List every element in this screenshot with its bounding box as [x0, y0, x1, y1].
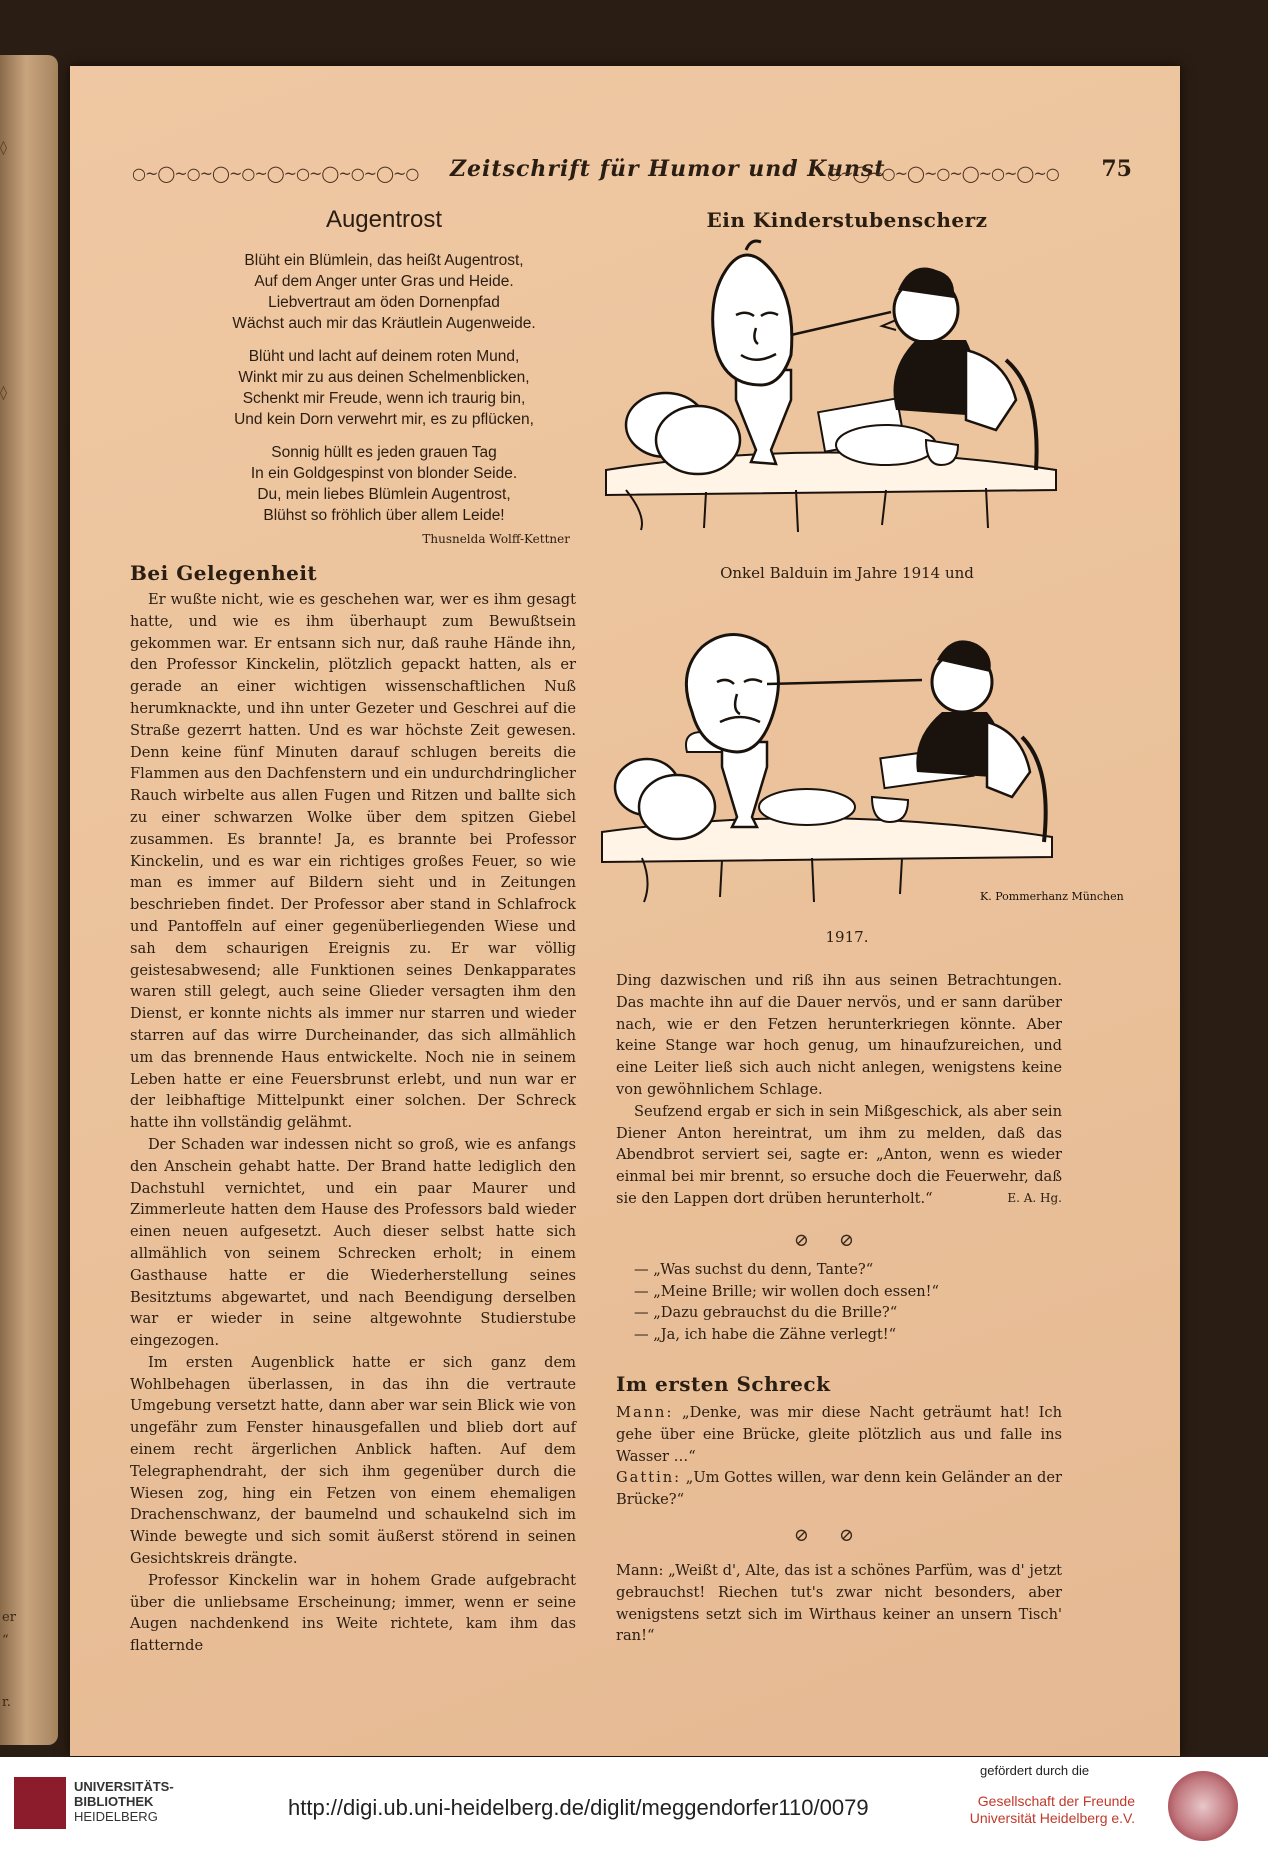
paragraph	[616, 1101, 1062, 1210]
page-number: 75	[1101, 156, 1132, 182]
dialog-text: „Denke, was mir diese Nacht geträumt hat! Ich gehe über eine Brücke, gleite plötzlich aus und falle ins Wasser …“	[616, 1403, 1062, 1465]
poem-line: Blühst so fröhlich über allem Leide!	[263, 507, 505, 524]
divider-glyph: ⊘	[793, 1229, 839, 1251]
cartoon-title: Ein Kinderstubenscherz	[706, 208, 988, 232]
poem-line: Liebvertraut am öden Dornenpfad	[268, 294, 500, 311]
story-right-column	[616, 970, 1062, 1647]
cartoon-1914-illustration	[586, 240, 1076, 532]
section-divider	[616, 1230, 1062, 1251]
speaker-label: Gattin:	[616, 1469, 682, 1487]
journal-title: Zeitschrift für Humor und Kunst	[450, 156, 886, 182]
university-seal-icon	[1168, 1771, 1238, 1841]
joke-dialog	[616, 1259, 1062, 1346]
speaker-label: Mann:	[616, 1403, 674, 1421]
poem-line: Blüht ein Blümlein, das heißt Augentrost,	[244, 252, 524, 269]
text-fragment: er	[2, 1610, 16, 1625]
poem-line: In ein Goldgespinst von blonder Seide.	[250, 465, 518, 482]
poem-title: Augentrost	[325, 206, 443, 233]
poem-line: Wächst auch mir das Kräutlein Augenweide.	[232, 315, 536, 332]
poem-line: Und kein Dorn verwehrt mir, es zu pflücken,	[234, 411, 534, 428]
ub-logo-icon	[14, 1777, 66, 1829]
poem-line: Auf dem Anger unter Gras und Heide.	[254, 273, 514, 290]
dialog-line: — „Dazu gebrauchst du die Brille?“	[634, 1304, 898, 1322]
joke-text	[616, 1402, 1062, 1511]
divider-glyph: ⊘	[793, 1524, 839, 1546]
paragraph: Ding dazwischen und riß ihn aus seinen Betrachtungen. Das machte ihn auf die Dauer nervös, und er sann darüber nach, wie er den Fetzen herunterkriegen könnte. Aber keine Stange war hoch genug, um hinaufzureichen, und eine Leiter ließ sich auch nicht anlegen, wenigstens keine von gewöhnlichem Schlage.	[616, 972, 1062, 1098]
divider-glyph: ⊘	[839, 1524, 885, 1546]
dialog-line: — „Meine Brille; wir wollen doch essen!“	[634, 1282, 939, 1300]
sponsor-line: Gesellschaft der Freunde	[977, 1793, 1135, 1809]
dialog-text: „Weißt d', Alte, das ist a schönes Parfüm, was d' jetzt gebrauchst! Riechen tut's zwar nicht besonders, aber wenigstens setzt sich im Wirthaus keiner an unsern Tisch' ran!“	[616, 1561, 1062, 1645]
header-ornament-left: ○~◯~○~◯~○~◯~○~◯~○~◯~○	[132, 164, 419, 183]
story-left-column	[130, 561, 576, 1657]
poem-line: Sonnig hüllt es jeden grauen Tag	[271, 444, 497, 461]
library-line: BIBLIOTHEK	[74, 1794, 154, 1809]
artist-signature: K. Pommerhanz München	[980, 890, 1124, 903]
dialog-line	[616, 1560, 1062, 1647]
dialog-line	[616, 1467, 1062, 1511]
story-signature: E. A. Hg.	[1007, 1190, 1062, 1205]
poem-line: Du, mein liebes Blümlein Augentrost,	[257, 486, 511, 503]
joke-text	[616, 1560, 1062, 1647]
ornament-fragment: ◊	[0, 385, 7, 401]
poem-author: Thusnelda Wolff-Kettner	[422, 532, 570, 546]
paragraph: Im ersten Augenblick hatte er sich ganz dem Wohlbehagen überlassen, in das ihn die vertraute Umgebung versetzt hatte, dann aber war sein Blick wie von ungefähr zum Fenster hinausgefallen und blieb dort auf einem recht ärgerlichen Anblick haften. Auf dem Telegraphendraht, der sich ihm gegenüber durch die Wiesen zog, hing ein Fetzen von einem ehemaligen Drachenschwanz, der baumelnd und schaukelnd sich im Winde bewegte und sich somit äußerst störend in seinen Gesichtskreis drängte.	[130, 1353, 576, 1568]
paragraph: Er wußte nicht, wie es geschehen war, wer es ihm gesagt hatte, und wie es ihm überhaupt zum Bewußtsein gekommen war. Er entsann sich nur, daß rauhe Hände ihn, den Professor Kinckelin, plötzlich gepackt hatten, als er gerade an einer wichtigen wissenschaftlichen Nuß herumknackte, und ihn unter Gezeter und Geschrei auf die Straße gezerrt hatten. Und es war höchste Zeit gewesen. Denn keine fünf Minuten darauf schlugen bereits die Flammen aus den Dachfenstern und ein undurchdringlicher Rauch wirbelte aus allen Fugen und Ritzen und ballte sich zu einer schwarzen Wolke über dem spitzen Giebel zusammen. Es brannte! Ja, es brannte bei Professor Kinckelin, und es war ein richtiges großes Feuer, so wie man es immer auf Bildern sieht und in Zeitungen beschrieben findet. Der Professor aber stand in Schlafrock und Pantoffeln auf einer gegenüberliegenden Wiese und sah dem schaurigen Ereignis zu. Er war völlig geistesabwesend; alle Funktionen seines Denkapparates waren still gelegt, auch seine Glieder versagten ihm den Dienst, er konnte nichts als immer nur starren und wieder starren auf das wirre Durcheinander, das sich allmählich um das brennende Haus entwickelte. Noch nie in seinem Leben hatte er eine Feuersbrunst erlebt, und nun war er der leibhaftige Mittelpunkt einer solchen. Der Schreck hatte ihn vollständig gelähmt.	[130, 591, 576, 1132]
text-fragment: r.	[2, 1695, 11, 1710]
divider-glyph: ⊘	[839, 1229, 885, 1251]
library-line: HEIDELBERG	[74, 1809, 158, 1824]
cartoon-caption-1917: 1917.	[825, 928, 869, 946]
running-header	[132, 156, 1132, 192]
dialog-line: — „Ja, ich habe die Zähne verlegt!“	[634, 1326, 897, 1344]
permalink-url[interactable]: http://digi.ub.uni-heidelberg.de/diglit/meggendorfer110/0079	[288, 1795, 869, 1820]
library-line: UNIVERSITÄTS-	[74, 1779, 174, 1794]
poem-stanza	[168, 250, 600, 334]
poem-line: Blüht und lacht auf deinem roten Mund,	[248, 348, 520, 365]
cartoon-block	[612, 208, 1082, 232]
text-fragment: “	[2, 1633, 9, 1648]
viewer-footer	[0, 1757, 1268, 1851]
paragraph: Der Schaden war indessen nicht so groß, wie es anfangs den Anschein gehabt hatte. Der Brand hatte lediglich den Dachstuhl vernichtet, und ein paar Maurer und Zimmerleute hatten dem Hause des Professors bald wieder einen neuen aufgesetzt. Auch dieser selbst hatte sich allmählich von seinem Schrecken erholt; in einem Gasthause hatte er die Wiederherstellung seines Besitztums abgewartet, und nach Beendigung derselben war er wieder in seine altgewohnte Studierstube eingezogen.	[130, 1135, 576, 1350]
section-divider	[616, 1525, 1062, 1546]
story-text	[130, 589, 576, 1657]
cartoon-1917-illustration	[582, 622, 1124, 912]
sponsor-label: gefördert durch die	[980, 1763, 1090, 1778]
speaker-label: Mann:	[616, 1561, 664, 1579]
poem-line: Winkt mir zu aus deinen Schelmenblicken,	[238, 369, 530, 386]
cartoon-caption-1914: Onkel Balduin im Jahre 1914 und	[720, 564, 974, 582]
poem-body	[168, 250, 600, 546]
library-name	[74, 1779, 174, 1824]
poem-line: Schenkt mir Freude, wenn ich traurig bin,	[242, 390, 526, 407]
poem-stanza	[168, 442, 600, 526]
dialog-text: „Um Gottes willen, war denn kein Geländer an der Brücke?“	[616, 1469, 1062, 1509]
poem-block	[168, 206, 600, 546]
header-ornament-right: ○~◯~○~◯~○~◯~○~◯~○	[827, 164, 1059, 183]
joke-title: Im ersten Schreck	[616, 1371, 831, 1396]
dialog-line	[616, 1402, 1062, 1467]
sponsor-name	[955, 1793, 1135, 1827]
story-continuation	[616, 970, 1062, 1210]
poem-stanza	[168, 346, 600, 430]
dialog-line: — „Was suchst du denn, Tante?“	[634, 1260, 874, 1278]
paragraph-text: Seufzend ergab er sich in sein Mißgeschick, als aber sein Diener Anton hereintrat, um ihm zu melden, daß das Abendbrot serviert sei, sagte er: „Anton, wenn es wieder einmal bei mir brennt, so ersuche doch die Feuerwehr, daß sie den Lappen dort drüben herunterholt.“	[616, 1102, 1062, 1207]
paragraph: Professor Kinckelin war in hohem Grade aufgebracht über die unliebsame Erscheinung; immer, wenn er seine Augen nachdenkend ins Weite richtete, kam ihm das flatternde	[130, 1571, 576, 1655]
previous-page-edge	[0, 55, 58, 1745]
story-title: Bei Gelegenheit	[130, 561, 318, 585]
sponsor-line: Universität Heidelberg e.V.	[969, 1810, 1135, 1826]
ornament-fragment: ◊	[0, 140, 7, 156]
